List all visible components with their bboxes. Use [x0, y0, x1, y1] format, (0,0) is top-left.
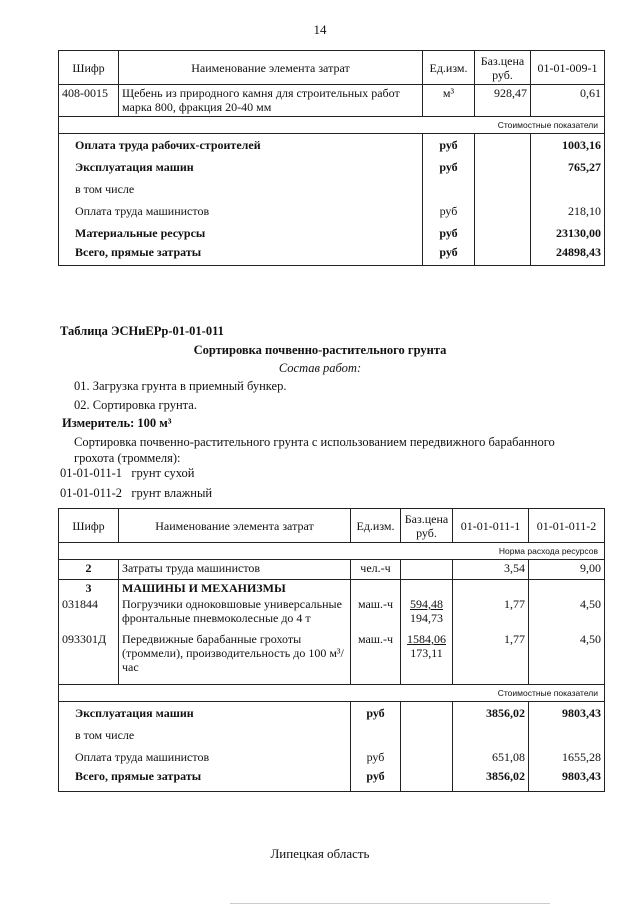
- cost-unit: руб: [423, 134, 475, 156]
- cost-v2: 1655,28: [529, 746, 605, 768]
- labor-code: 2: [59, 560, 119, 580]
- header-name: Наименование элемента затрат: [119, 509, 351, 543]
- cost-v2: [529, 724, 605, 746]
- header-code: Шифр: [59, 509, 119, 543]
- meter-label: Измеритель: 100 м³: [62, 416, 172, 430]
- table-title: Таблица ЭСНиЕРр-01-01-011: [60, 324, 224, 338]
- item-code: 408-0015: [59, 85, 119, 117]
- header-col-009-1: 01-01-009-1: [531, 51, 605, 85]
- cost-row: [59, 156, 605, 178]
- header-price: Баз.цена руб.: [401, 509, 453, 543]
- machines-heading: МАШИНЫ И МЕХАНИЗМЫ: [119, 580, 351, 597]
- cost-unit: руб: [351, 768, 401, 792]
- work-item-1: 01. Загрузка грунта в приемный бункер.: [74, 379, 287, 393]
- cost-v1: [453, 724, 529, 746]
- variant-1: 01-01-011-1 грунт сухой: [60, 466, 195, 480]
- cost-row: [59, 724, 605, 746]
- cost-name: Всего, прямые затраты: [59, 768, 351, 792]
- cost-row: [59, 746, 605, 768]
- cost-name: Материальные ресурсы: [59, 222, 423, 244]
- cost-section-label: Стоимостные показатели: [59, 117, 605, 134]
- item-value: 0,61: [531, 85, 605, 117]
- cost-value: 218,10: [531, 200, 605, 222]
- cost-value: 23130,00: [531, 222, 605, 244]
- labor-v1: 3,54: [453, 560, 529, 580]
- cost-name: Оплата труда рабочих-строителей: [59, 134, 423, 156]
- machine-v1: 1,77: [453, 631, 529, 685]
- cost-unit: руб: [423, 222, 475, 244]
- cost-row: [59, 768, 605, 792]
- cost-row: [59, 134, 605, 156]
- cost-row: [59, 200, 605, 222]
- cost-row: [59, 244, 605, 266]
- description: Сортировка почвенно-растительного грунта с использованием передвижного барабанного грохота (троммеля):: [74, 435, 555, 465]
- machine-unit: маш.-ч: [351, 596, 401, 631]
- machine-price: [401, 631, 453, 685]
- machine-name: Погрузчики одноковшовые универсальные фронтальные пневмоколесные до 4 т: [119, 596, 351, 631]
- variant-2: 01-01-011-2 грунт влажный: [60, 486, 213, 500]
- item-price: 928,47: [475, 85, 531, 117]
- cost-name: в том числе: [59, 178, 423, 200]
- header-unit: Ед.изм.: [423, 51, 475, 85]
- cost-v2: 9803,43: [529, 702, 605, 724]
- work-item-2: 02. Сортировка грунта.: [74, 398, 197, 412]
- machine-price: [401, 596, 453, 631]
- machine-name: Передвижные барабанные грохоты (троммели), производительность до 100 м³/час: [119, 631, 351, 685]
- cost-name: Всего, прямые затраты: [59, 244, 423, 266]
- cost-unit: [351, 724, 401, 746]
- cost-unit: руб: [351, 746, 401, 768]
- header-col-011-2: 01-01-011-2: [529, 509, 605, 543]
- header-col-011-1: 01-01-011-1: [453, 509, 529, 543]
- cost-v1: 651,08: [453, 746, 529, 768]
- resource-table-1: [58, 50, 605, 266]
- cost-v1: 3856,02: [453, 768, 529, 792]
- cost-row: [59, 702, 605, 724]
- labor-v2: 9,00: [529, 560, 605, 580]
- cost-v1: 3856,02: [453, 702, 529, 724]
- machine-row: [59, 596, 605, 631]
- cost-row: [59, 178, 605, 200]
- cost-unit: руб: [351, 702, 401, 724]
- machine-code: 031844: [59, 596, 119, 631]
- cost-unit: руб: [423, 200, 475, 222]
- cost-value: [531, 178, 605, 200]
- price-bottom: 194,73: [410, 611, 443, 625]
- section-heading: Сортировка почвенно-растительного грунта: [193, 343, 447, 357]
- cost-unit: [423, 178, 475, 200]
- price-top: 594,48: [410, 597, 443, 611]
- page-edge-line: [230, 903, 550, 904]
- price-bottom: 173,11: [410, 646, 443, 660]
- header-unit: Ед.изм.: [351, 509, 401, 543]
- cost-v2: 9803,43: [529, 768, 605, 792]
- norm-section-label: Норма расхода ресурсов: [59, 543, 605, 560]
- cost-name: Оплата труда машинистов: [59, 200, 423, 222]
- cost-unit: руб: [423, 244, 475, 266]
- cost-value: 24898,43: [531, 244, 605, 266]
- item-unit: м³: [423, 85, 475, 117]
- cost-name: Эксплуатация машин: [59, 156, 423, 178]
- machine-code: 093301Д: [59, 631, 119, 685]
- machine-v2: 4,50: [529, 631, 605, 685]
- item-name: Щебень из природного камня для строительных работ марка 800, фракция 20-40 мм: [119, 85, 423, 117]
- footer-region: Липецкая область: [270, 846, 370, 861]
- cost-name: Эксплуатация машин: [59, 702, 351, 724]
- machine-v1: 1,77: [453, 596, 529, 631]
- cost-section-label: Стоимостные показатели: [59, 685, 605, 702]
- labor-unit: чел.-ч: [351, 560, 401, 580]
- cost-value: 1003,16: [531, 134, 605, 156]
- machines-code: 3: [59, 580, 119, 597]
- resource-table-2: [58, 508, 605, 792]
- price-top: 1584,06: [407, 632, 446, 646]
- header-price: Баз.цена руб.: [475, 51, 531, 85]
- header-name: Наименование элемента затрат: [119, 51, 423, 85]
- machine-unit: маш.-ч: [351, 631, 401, 685]
- machine-v2: 4,50: [529, 596, 605, 631]
- cost-row: [59, 222, 605, 244]
- page-number: 14: [313, 22, 327, 37]
- machine-row: [59, 631, 605, 685]
- labor-name: Затраты труда машинистов: [119, 560, 351, 580]
- cost-unit: руб: [423, 156, 475, 178]
- cost-name: в том числе: [59, 724, 351, 746]
- header-code: Шифр: [59, 51, 119, 85]
- composition-title: Состав работ:: [278, 361, 362, 375]
- cost-name: Оплата труда машинистов: [59, 746, 351, 768]
- cost-value: 765,27: [531, 156, 605, 178]
